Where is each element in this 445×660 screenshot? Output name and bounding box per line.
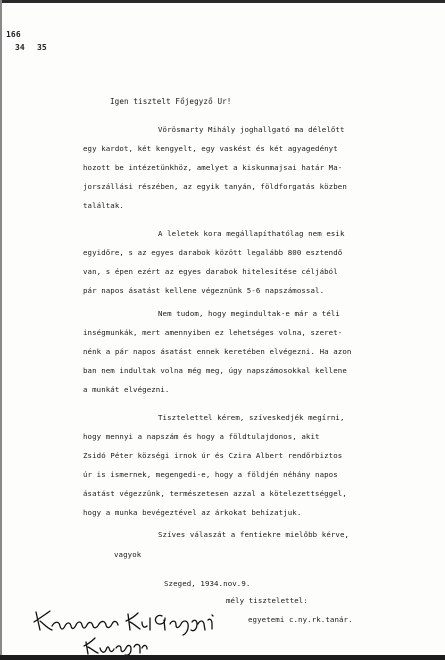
body-line: úr is ismernek, megengedi-e, hogy a földjén néhány napos <box>83 470 338 479</box>
body-line: a munkát elvégezni. <box>83 385 170 394</box>
closing-phrase: mély tisztelettel: <box>226 596 308 605</box>
body-line: nénk a pár napos ásatást ennek keretében elvégezni. Ha azon <box>83 347 352 356</box>
body-line: ban nem indultak volna még meg, úgy napszámosokkal kellene <box>83 366 347 375</box>
body-line: inségmunkák, mert amennyiben ez lehetséges volna, szeret- <box>83 328 343 337</box>
body-line: hozott be intézetünkhöz, amelyet a kiskunmajsai határ Ma- <box>83 163 343 172</box>
handwritten-signature <box>30 608 260 656</box>
body-line: ásatást végezzünk, természetesen azzal a kötelezettséggel, <box>83 489 347 498</box>
body-line: van, s épen ezért az egyes darabok hitelesítése céljából <box>83 267 338 276</box>
body-line: egyidőre, s az egyes darabok között legalább 800 esztendő <box>83 248 343 257</box>
reference-number: 166 <box>6 30 21 39</box>
body-line: hogy a munka bevégeztével az árkokat behízatjuk. <box>83 508 302 517</box>
body-line: A leletek kora megállapíthatólag nem esik <box>158 229 345 238</box>
scan-edge-bottom <box>0 655 445 660</box>
reference-number: 35 <box>37 43 47 52</box>
body-line: jorszállási részében, az egyik tanyán, földforgatás közben <box>83 182 347 191</box>
body-line: Zsidó Péter községi irnok úr és Czira Albert rendőrbiztos <box>83 451 343 460</box>
salutation: Igen tisztelt Főjegyző Ur! <box>110 97 232 106</box>
body-line: Tisztelettel kérem, szíveskedjék megírni, <box>158 413 345 422</box>
body-line: Nem tudom, hogy megindultak-e már a téli <box>158 309 340 318</box>
scan-edge-top <box>0 0 445 3</box>
body-line: Vörösmarty Mihály joghallgató ma délelőtt <box>158 125 345 134</box>
body-line: pár napos ásatást kellene végeznünk 5-6 napszámossal. <box>83 286 325 295</box>
body-line: vagyok <box>114 550 142 559</box>
body-line: Szíves válaszát a fentiekre mielőbb kérve, <box>158 530 350 539</box>
body-line: hogy mennyi a napszám és hogy a földtulajdonos, akit <box>83 432 320 441</box>
body-line: egy kardot, két kengyelt, egy vaskést és két agyagedényt <box>83 144 338 153</box>
place-date: Szeged, 1934.nov.9. <box>164 579 251 588</box>
signature-title: egyetemi c.ny.rk.tanár. <box>248 615 353 624</box>
reference-number: 34 <box>15 43 25 52</box>
body-line: találtak. <box>83 201 124 210</box>
scan-edge-left <box>0 0 2 660</box>
